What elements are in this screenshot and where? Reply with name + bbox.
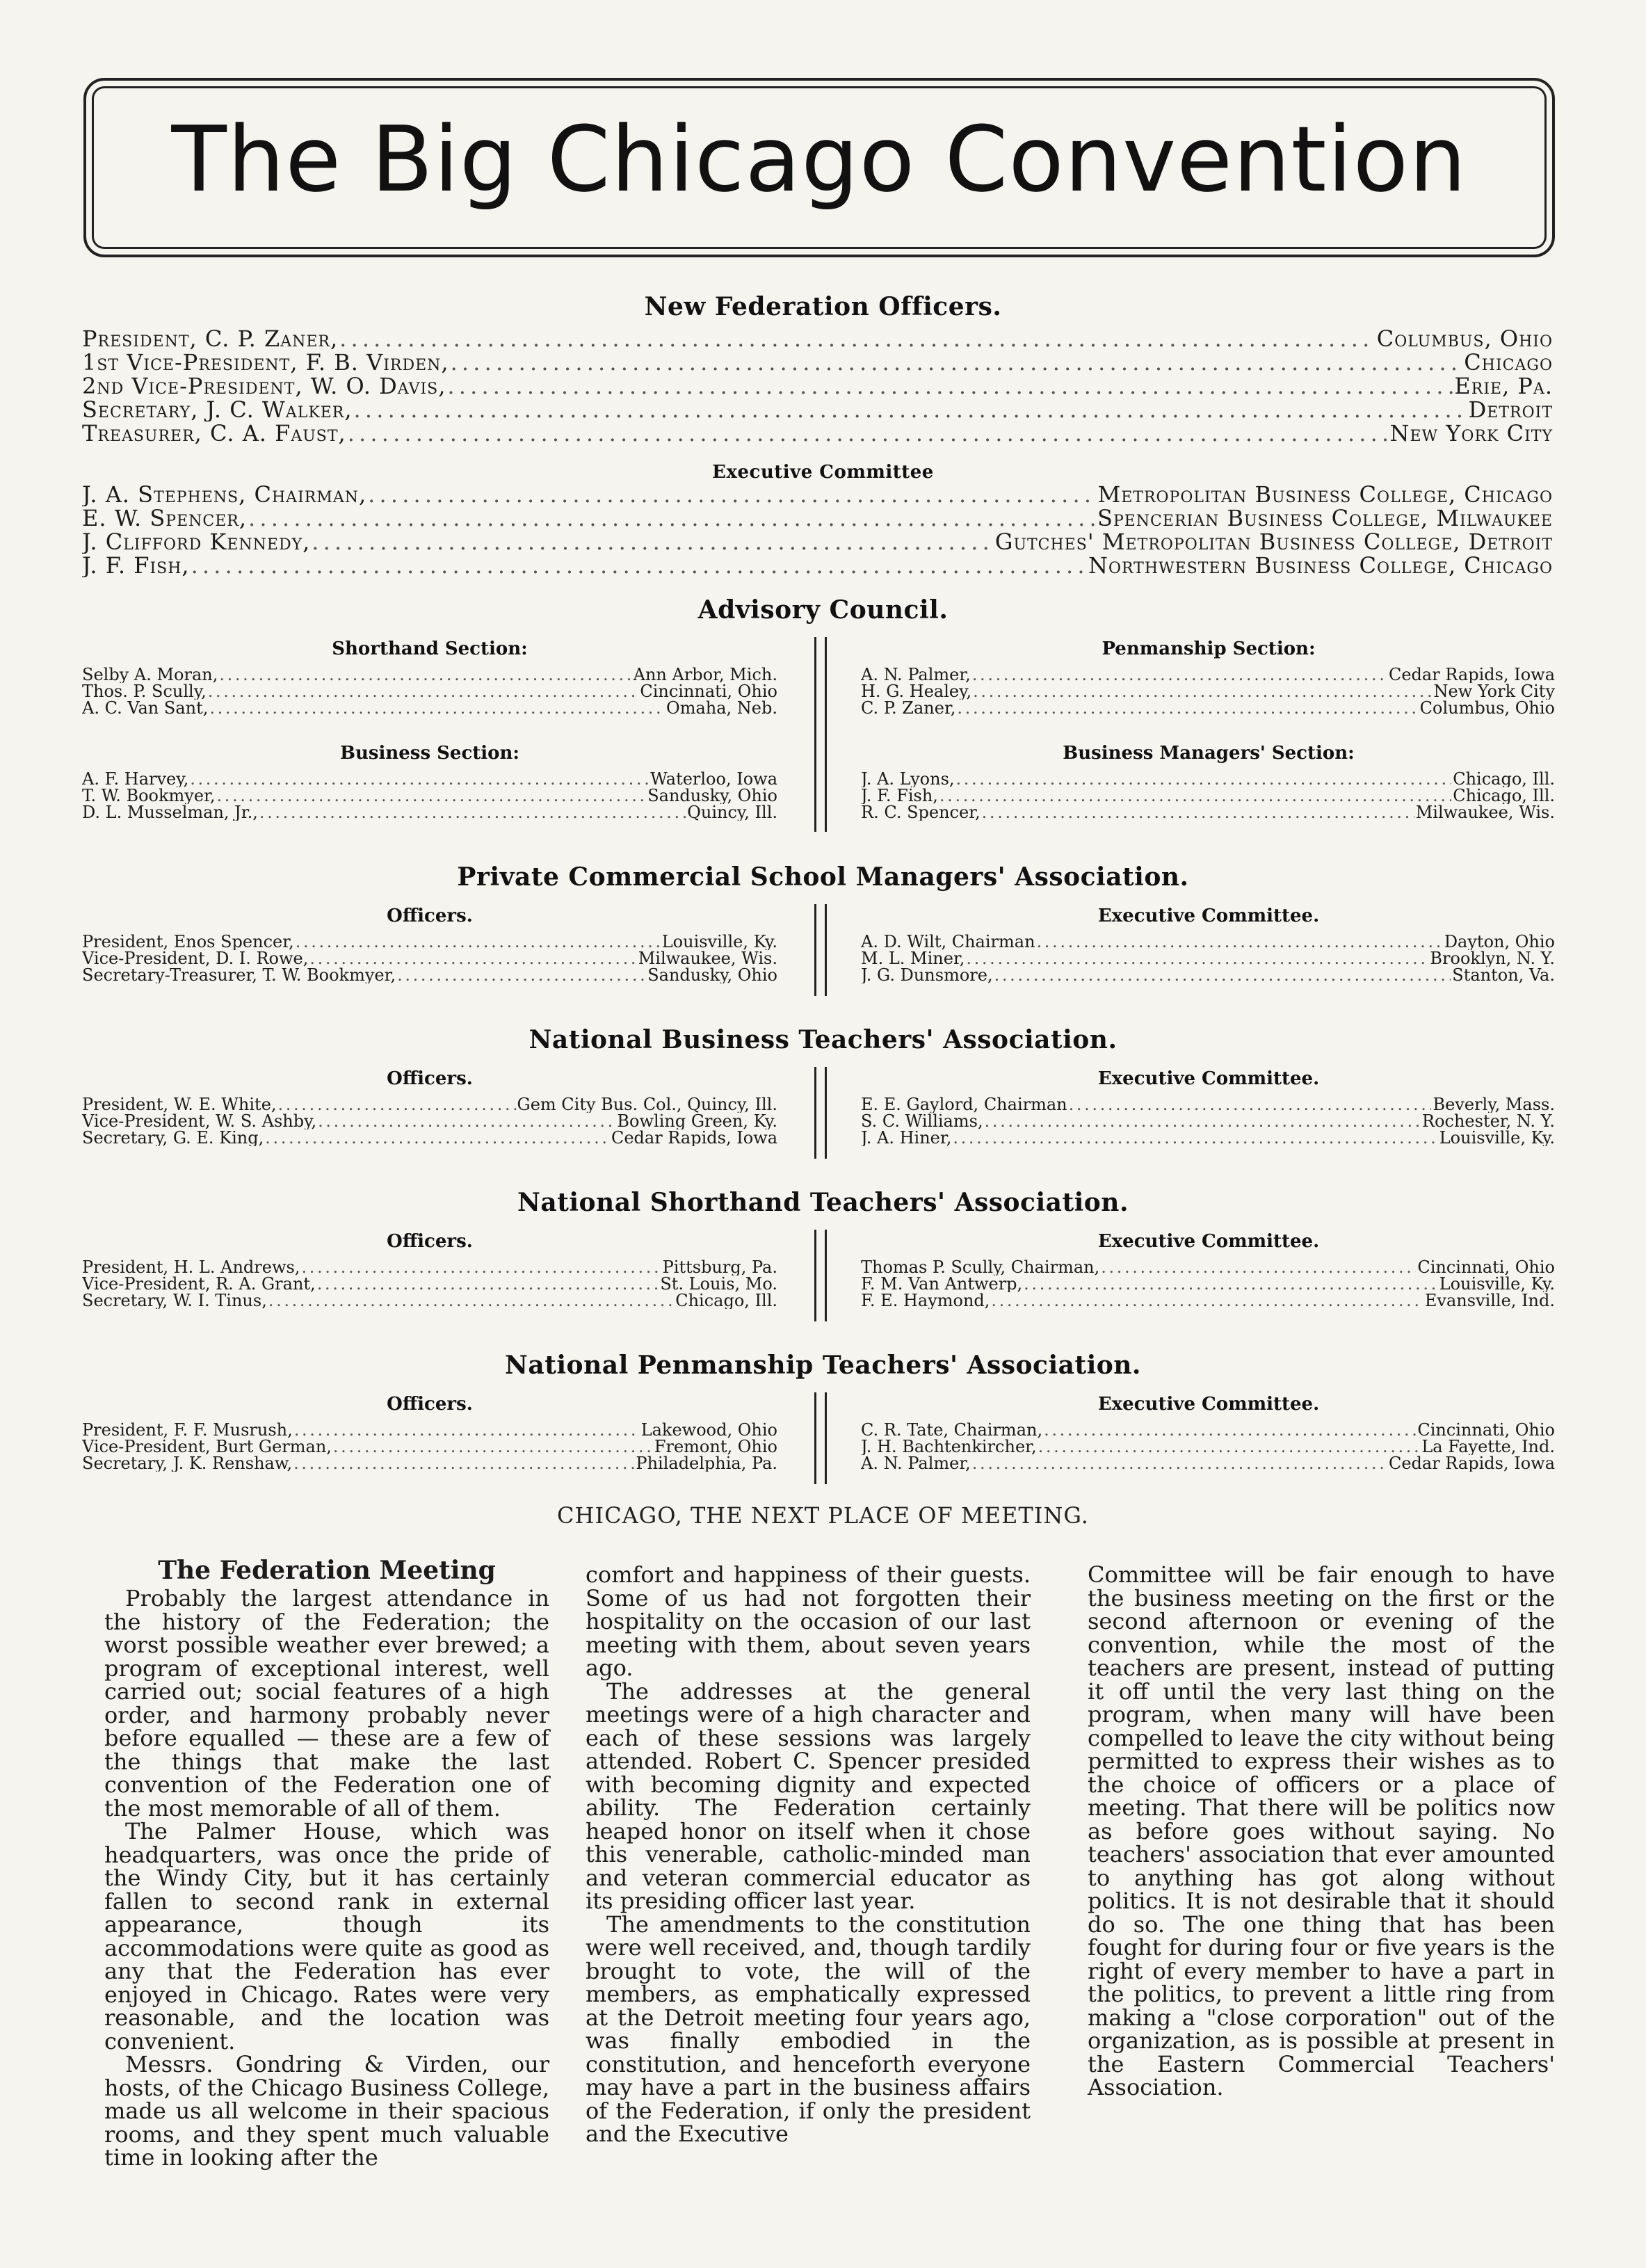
entry-row [861, 771, 1555, 787]
npta-officers-title: Officers. [387, 1394, 473, 1415]
dot-leader [973, 683, 1432, 700]
entry-location: Northwestern Business College, Chicago [1088, 554, 1553, 577]
entry-name: Treasurer, C. A. Faust, [82, 421, 346, 445]
entry-row [82, 351, 1553, 374]
entry-row [861, 683, 1555, 700]
entry-location: Bowling Green, Ky. [617, 1113, 777, 1129]
entry-name: T. W. Bookmyer, [82, 787, 216, 804]
dot-leader [354, 398, 1467, 421]
entry-name: A. C. Van Sant, [82, 700, 209, 716]
entry-row [82, 1096, 777, 1113]
entry-location: Metropolitan Business College, Chicago [1097, 483, 1553, 506]
column-divider [814, 637, 827, 832]
pcsma-exec-title: Executive Committee. [1097, 906, 1320, 926]
dot-leader [294, 1422, 640, 1438]
entry-location: Columbus, Ohio [1376, 327, 1553, 351]
dot-leader [1101, 1259, 1416, 1276]
entry-row [861, 700, 1555, 716]
entry-location: Cincinnati, Ohio [640, 683, 777, 700]
entry-row [82, 1129, 777, 1146]
entry-row [82, 771, 777, 787]
entry-location: Cedar Rapids, Iowa [1388, 1455, 1555, 1472]
article-column-1 [104, 1557, 549, 2170]
entry-name: J. F. Fish, [861, 787, 938, 804]
entry-name: Secretary, J. K. Renshaw, [82, 1455, 293, 1472]
dot-leader [447, 374, 1453, 398]
column-divider [814, 1067, 827, 1159]
article-column-3 [1088, 1563, 1555, 2100]
entry-name: J. A. Stephens, Chairman, [82, 483, 367, 506]
entry-row [82, 1292, 777, 1309]
dot-leader [1044, 1422, 1416, 1438]
pcsma-officers-list [82, 933, 777, 983]
entry-location: Brooklyn, N. Y. [1430, 950, 1555, 967]
entry-location: Evansville, Ind. [1424, 1292, 1555, 1309]
entry-location: Gutches' Metropolitan Business College, Detroit [994, 530, 1553, 554]
entry-row [861, 1422, 1555, 1438]
dot-leader [1069, 1096, 1432, 1113]
entry-name: J. A. Lyons, [861, 771, 955, 787]
entry-location: Dayton, Ohio [1444, 933, 1555, 950]
pcsma-exec-list [861, 933, 1555, 983]
entry-location: Pittsburg, Pa. [662, 1259, 777, 1276]
entry-row [82, 483, 1553, 506]
next-meeting-line: CHICAGO, THE NEXT PLACE OF MEETING. [557, 1502, 1089, 1529]
entry-name: H. G. Healey, [861, 683, 972, 700]
entry-name: D. L. Musselman, Jr., [82, 804, 258, 821]
pcsma-heading: Private Commercial School Managers' Association. [457, 862, 1189, 892]
dot-leader [972, 1455, 1387, 1472]
entry-location: Sandusky, Ohio [647, 967, 777, 983]
dot-leader [209, 700, 665, 716]
entry-location: Milwaukee, Wis. [638, 950, 777, 967]
entry-name: 2nd Vice-President, W. O. Davis, [82, 374, 446, 398]
dot-leader [312, 530, 994, 554]
article-paragraph: Committee will be fair enough to have the business meeting on the first or the second afternoon or evening of the convention, while the most of the teachers are present, instead of putting it off until the very last thing on the program, when many will have been compelled to leave the city without being permitted to express their wishes as to the choice of officers or a place of meeting. That there will be politics now as before goes without saying. No teachers' association that ever amounted to anything has got along without politics. It is not desirable that it should do so. The one thing that has been fought for during four or five years is the right of every member to have a part in the politics, to prevent a little ring from making a "close corporation" out of the organization, as is possible at present in the Eastern Commercial Teachers' Association. [1088, 1561, 1555, 2100]
entry-row [82, 700, 777, 716]
entry-location: New York City [1389, 421, 1553, 445]
entry-name: J. G. Dunsmore, [861, 967, 993, 983]
article-paragraph: Messrs. Gondring & Virden, our hosts, of the Chicago Business College, made us all welcome in their spacious rooms, and they spent much valuable time in looking after the [104, 2051, 549, 2171]
entry-location: Cedar Rapids, Iowa [1388, 666, 1555, 683]
entry-row [861, 804, 1555, 821]
entry-row [82, 683, 777, 700]
entry-location: Quincy, Ill. [687, 804, 777, 821]
entry-row [82, 1113, 777, 1129]
page-title: The Big Chicago Convention [171, 106, 1467, 212]
entry-name: C. R. Tate, Chairman, [861, 1422, 1043, 1438]
entry-location: Lakewood, Ohio [640, 1422, 777, 1438]
dot-leader [268, 1292, 674, 1309]
nbta-officers-title: Officers. [387, 1068, 473, 1089]
entry-location: Fremont, Ohio [654, 1438, 777, 1455]
entry-name: R. C. Spencer, [861, 804, 981, 821]
entry-name: J. H. Bachtenkircher, [861, 1438, 1037, 1455]
entry-location: La Fayette, Ind. [1421, 1438, 1555, 1455]
nbta-exec-title: Executive Committee. [1097, 1068, 1320, 1089]
entry-row [82, 327, 1553, 351]
entry-row [82, 374, 1553, 398]
business-section-title: Business Section: [339, 743, 520, 764]
dot-leader [985, 1113, 1421, 1129]
entry-name: Selby A. Moran, [82, 666, 218, 683]
pcsma-officers-title: Officers. [387, 906, 473, 926]
entry-location: Stanton, Va. [1452, 967, 1555, 983]
entry-name: President, H. L. Andrews, [82, 1259, 300, 1276]
article-paragraph: Probably the largest attendance in the history of the Federation; the worst possible weather ever brewed; a program of exceptional interest, well carried out; social features of a high order, and harmony probably never before equalled — these are a few of the things that make the last convention of the Federation one of the most memorable of all of them. [104, 1585, 549, 1821]
entry-location: Cincinnati, Ohio [1417, 1259, 1555, 1276]
entry-name: J. Clifford Kennedy, [82, 530, 311, 554]
entry-name: Vice-President, D. I. Rowe, [82, 950, 309, 967]
dot-leader [248, 506, 1096, 530]
article-paragraph: comfort and happiness of their guests. Some of us had not forgotten their hospitality on the occasion of our last meeting with them, about seven years ago. [586, 1561, 1031, 1681]
entry-location: Waterloo, Iowa [650, 771, 777, 787]
title-frame [83, 78, 1555, 257]
npta-heading: National Penmanship Teachers' Association. [505, 1351, 1141, 1380]
entry-row [861, 666, 1555, 683]
entry-name: A. N. Palmer, [861, 1455, 971, 1472]
column-divider [814, 1392, 827, 1484]
entry-location: Chicago, Ill. [675, 1292, 777, 1309]
entry-row [82, 950, 777, 967]
dot-leader [1038, 1438, 1421, 1455]
npta-officers-list [82, 1422, 777, 1472]
entry-name: President, W. E. White, [82, 1096, 277, 1113]
federation-heading: New Federation Officers. [644, 292, 1002, 321]
column-divider [814, 904, 827, 996]
dot-leader [956, 771, 1452, 787]
shorthand-section-list [82, 666, 777, 716]
entry-row [861, 787, 1555, 804]
entry-name: Secretary-Treasurer, T. W. Bookmyer, [82, 967, 396, 983]
dot-leader [982, 804, 1414, 821]
dot-leader [190, 771, 649, 787]
penmanship-section-list [861, 666, 1555, 716]
entry-row [861, 1096, 1555, 1113]
nbta-heading: National Business Teachers' Association. [529, 1025, 1117, 1054]
nsta-officers-list [82, 1259, 777, 1309]
article-heading: The Federation Meeting [158, 1556, 496, 1585]
dot-leader [296, 933, 661, 950]
entry-row [82, 1438, 777, 1455]
dot-leader [451, 351, 1463, 374]
dot-leader [939, 787, 1451, 804]
entry-name: Secretary, W. I. Tinus, [82, 1292, 267, 1309]
entry-row [861, 1292, 1555, 1309]
dot-leader [1024, 1276, 1438, 1292]
entry-name: Vice-President, Burt German, [82, 1438, 332, 1455]
dot-leader [191, 554, 1087, 577]
nbta-officers-list [82, 1096, 777, 1146]
entry-row [82, 1276, 777, 1292]
dot-leader [219, 666, 631, 683]
entry-location: Philadelphia, Pa. [636, 1455, 777, 1472]
dot-leader [966, 950, 1428, 967]
dot-leader [318, 1113, 615, 1129]
entry-location: St. Louis, Mo. [660, 1276, 777, 1292]
entry-row [82, 1259, 777, 1276]
dot-leader [217, 787, 647, 804]
entry-name: J. A. Hiner, [861, 1129, 952, 1146]
entry-location: Cincinnati, Ohio [1417, 1422, 1555, 1438]
entry-row [861, 1259, 1555, 1276]
dot-leader [1037, 933, 1443, 950]
entry-location: Spencerian Business College, Milwaukee [1097, 506, 1553, 530]
entry-row [82, 787, 777, 804]
federation-exec-heading: Executive Committee [712, 462, 934, 483]
entry-row [82, 1455, 777, 1472]
entry-row [861, 1276, 1555, 1292]
entry-location: Detroit [1468, 398, 1553, 421]
entry-row [82, 933, 777, 950]
entry-name: A. N. Palmer, [861, 666, 971, 683]
managers-section-list [861, 771, 1555, 821]
managers-section-title: Business Managers' Section: [1063, 743, 1355, 764]
entry-location: Chicago, Ill. [1453, 787, 1555, 804]
article-paragraph: The amendments to the constitution were well received, and, though tardily brought to vote, the will of the members, as emphatically expressed at the Detroit meeting four years ago, was finally embodied in the constitution, and henceforth everyone may have a part in the business affairs of the Federation, if only the president and the Executive [586, 1911, 1031, 2147]
dot-leader [259, 804, 686, 821]
entry-location: Columbus, Ohio [1419, 700, 1555, 716]
entry-name: Secretary, G. E. King, [82, 1129, 264, 1146]
entry-name: C. P. Zaner, [861, 700, 956, 716]
federation-exec-list [82, 483, 1553, 577]
dot-leader [265, 1129, 610, 1146]
entry-row [82, 398, 1553, 421]
nsta-heading: National Shorthand Teachers' Association. [517, 1188, 1129, 1217]
entry-name: E. E. Gaylord, Chairman [861, 1096, 1067, 1113]
entry-location: Erie, Pa. [1454, 374, 1553, 398]
entry-name: Thos. P. Scully, [82, 683, 207, 700]
dot-leader [348, 421, 1389, 445]
entry-location: Louisville, Ky. [1439, 1129, 1555, 1146]
dot-leader [317, 1276, 659, 1292]
dot-leader [333, 1438, 653, 1455]
nsta-officers-title: Officers. [387, 1231, 473, 1252]
entry-row [82, 530, 1553, 554]
dot-leader [309, 950, 636, 967]
npta-exec-list [861, 1422, 1555, 1472]
entry-row [861, 1129, 1555, 1146]
entry-row [82, 1422, 777, 1438]
entry-name: President, Enos Spencer, [82, 933, 294, 950]
nsta-exec-title: Executive Committee. [1097, 1231, 1320, 1252]
entry-location: Omaha, Neb. [666, 700, 777, 716]
federation-officers-list [82, 327, 1553, 445]
entry-name: A. F. Harvey, [82, 771, 189, 787]
entry-location: Ann Arbor, Mich. [633, 666, 777, 683]
dot-leader [368, 483, 1096, 506]
entry-location: Rochester, N. Y. [1422, 1113, 1555, 1129]
shorthand-section-title: Shorthand Section: [332, 638, 528, 659]
dot-leader [339, 327, 1375, 351]
nbta-exec-list [861, 1096, 1555, 1146]
entry-row [82, 506, 1553, 530]
entry-location: Cedar Rapids, Iowa [611, 1129, 777, 1146]
entry-row [861, 967, 1555, 983]
npta-exec-title: Executive Committee. [1097, 1394, 1320, 1415]
entry-row [861, 1113, 1555, 1129]
dot-leader [397, 967, 646, 983]
nsta-exec-list [861, 1259, 1555, 1309]
entry-name: 1st Vice-President, F. B. Virden, [82, 351, 449, 374]
entry-location: Chicago, Ill. [1453, 771, 1555, 787]
entry-name: President, C. P. Zaner, [82, 327, 339, 351]
dot-leader [957, 700, 1418, 716]
entry-row [82, 554, 1553, 577]
dot-leader [278, 1096, 516, 1113]
dot-leader [994, 967, 1451, 983]
penmanship-section-title: Penmanship Section: [1102, 638, 1316, 659]
entry-location: Gem City Bus. Col., Quincy, Ill. [517, 1096, 777, 1113]
entry-name: Secretary, J. C. Walker, [82, 398, 353, 421]
entry-name: Vice-President, W. S. Ashby, [82, 1113, 317, 1129]
entry-location: Milwaukee, Wis. [1415, 804, 1555, 821]
entry-name: Vice-President, R. A. Grant, [82, 1276, 316, 1292]
article-column-2 [586, 1563, 1031, 2146]
entry-name: M. L. Miner, [861, 950, 965, 967]
dot-leader [953, 1129, 1437, 1146]
entry-row [861, 933, 1555, 950]
dot-leader [293, 1455, 634, 1472]
entry-name: F. M. Van Antwerp, [861, 1276, 1023, 1292]
entry-location: Louisville, Ky. [1439, 1276, 1555, 1292]
entry-row [82, 421, 1553, 445]
dot-leader [301, 1259, 661, 1276]
entry-row [82, 967, 777, 983]
entry-location: Beverly, Mass. [1433, 1096, 1555, 1113]
article-paragraph: The Palmer House, which was headquarters, was once the pride of the Windy City, but it has certainly fallen to second rank in external appearance, though its accommodations were quite as good as any that the Federation has ever enjoyed in Chicago. Rates were very reasonable, and the location was convenient. [104, 1818, 549, 2054]
entry-name: A. D. Wilt, Chairman [861, 933, 1035, 950]
entry-row [82, 666, 777, 683]
entry-name: President, F. F. Musrush, [82, 1422, 293, 1438]
entry-name: F. E. Haymond, [861, 1292, 990, 1309]
entry-row [861, 1438, 1555, 1455]
dot-leader [972, 666, 1387, 683]
entry-location: Sandusky, Ohio [647, 787, 777, 804]
entry-location: New York City [1433, 683, 1555, 700]
article-paragraph: The addresses at the general meetings were of a high character and each of these sessions was largely attended. Robert C. Spencer presided with becoming dignity and expected ability. The Federation certainly heaped honor on itself when it chose this venerable, catholic-minded man and veteran commercial educator as its presiding officer last year. [586, 1678, 1031, 1914]
entry-row [861, 1455, 1555, 1472]
entry-name: J. F. Fish, [82, 554, 190, 577]
entry-row [82, 804, 777, 821]
dot-leader [991, 1292, 1423, 1309]
advisory-heading: Advisory Council. [697, 595, 949, 625]
column-divider [814, 1230, 827, 1321]
entry-location: Louisville, Ky. [661, 933, 777, 950]
entry-row [861, 950, 1555, 967]
entry-name: S. C. Williams, [861, 1113, 983, 1129]
dot-leader [208, 683, 639, 700]
business-section-list [82, 771, 777, 821]
entry-location: Chicago [1464, 351, 1553, 374]
entry-name: Thomas P. Scully, Chairman, [861, 1259, 1100, 1276]
entry-name: E. W. Spencer, [82, 506, 248, 530]
